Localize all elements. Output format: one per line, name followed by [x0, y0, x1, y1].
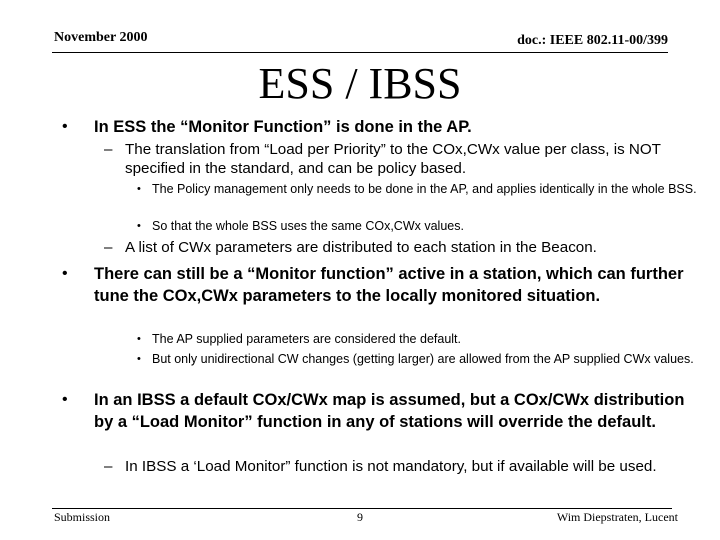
footer-divider: [52, 508, 672, 509]
footer-submission: Submission: [54, 510, 111, 524]
sub-bullet-translation: The translation from “Load per Priority” to the COx,CWx value per class, is NOT specified in the standard, and can be policy based.: [125, 141, 661, 177]
header-doc-ref: doc.: IEEE 802.11-00/399: [517, 33, 668, 48]
bullet-ibss-default: In an IBSS a default COx/CWx map is assumed, but a COx/CWx distribution by a “Load Monitor” function in any of stations will override the default.: [94, 391, 685, 431]
bullet-marker: •: [62, 118, 68, 135]
detail-policy-management: The Policy management only needs to be done in the AP, and applies identically in the whole BSS.: [152, 182, 697, 196]
header-date: November 2000: [54, 30, 148, 45]
dash-marker: –: [104, 141, 113, 158]
detail-same-values: So that the whole BSS uses the same COx,CWx values.: [152, 219, 464, 233]
bullet-station-monitor: There can still be a “Monitor function” active in a station, which can further tune the COx,CWx parameters to the locally monitored situation.: [94, 265, 684, 305]
small-bullet-marker: •: [137, 333, 141, 345]
footer-page-number: 9: [357, 510, 363, 524]
small-bullet-marker: •: [137, 353, 141, 365]
header-divider: [52, 52, 668, 53]
sub-bullet-load-monitor: In IBSS a ‘Load Monitor” function is not mandatory, but if available will be used.: [125, 458, 657, 475]
detail-ap-default: The AP supplied parameters are considered the default.: [152, 332, 461, 346]
sub-bullet-cwx-list: A list of CWx parameters are distributed to each station in the Beacon.: [125, 239, 597, 256]
bullet-marker: •: [62, 265, 68, 282]
small-bullet-marker: •: [137, 183, 141, 195]
detail-unidirectional-cw: But only unidirectional CW changes (getting larger) are allowed from the AP supplied CWx values.: [152, 352, 694, 366]
dash-marker: –: [104, 458, 113, 475]
small-bullet-marker: •: [137, 220, 141, 232]
dash-marker: –: [104, 239, 113, 256]
footer-author: Wim Diepstraten, Lucent: [556, 510, 678, 524]
bullet-ess-monitor: In ESS the “Monitor Function” is done in the AP.: [94, 118, 472, 136]
bullet-marker: •: [62, 391, 68, 408]
slide-title: ESS / IBSS: [258, 59, 462, 108]
